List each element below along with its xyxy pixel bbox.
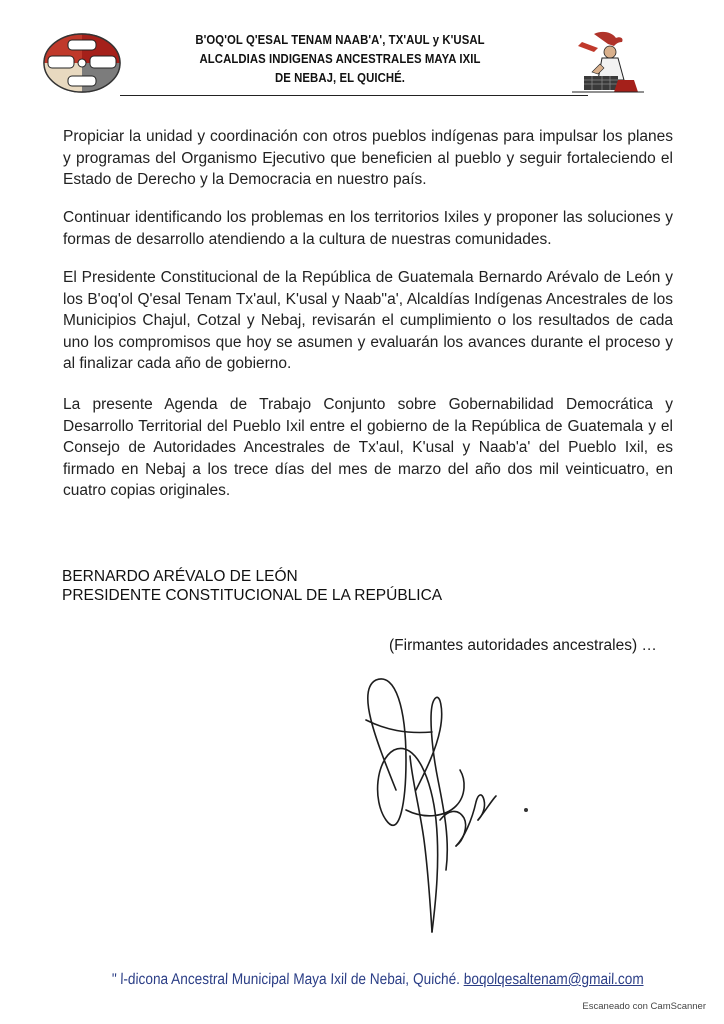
footer-email-link[interactable]: boqolqesaltenam@gmail.com bbox=[463, 971, 644, 988]
signatory-name: BERNARDO ARÉVALO DE LEÓN bbox=[62, 568, 298, 585]
signatory-block bbox=[62, 567, 662, 605]
handwritten-signature-icon bbox=[336, 670, 536, 940]
quadrant-seal-logo-icon bbox=[42, 32, 122, 94]
camscanner-watermark: Escaneado con CamScanner bbox=[582, 1001, 706, 1012]
paragraph-firma-agenda: La presente Agenda de Trabajo Conjunto sobre Gobernabilidad Democrática y Desarrollo Territorial del Pueblo Ixil entre el gobierno de la República de Guatemala y el Consejo de Autoridades Ancestrales de Tx'aul, K'usal y Naab'a' del Pueblo Ixil, es firmado en Nebaj a los trece días del mes de marzo del año dos mil veinticuatro, en cuatro copias originales. bbox=[63, 396, 673, 500]
paragraph-identificar-problemas: Continuar identificando los problemas en los territorios Ixiles y proponer las soluciones y formas de desarrollo atendiendo a la cultura de nuestras comunidades. bbox=[63, 209, 673, 248]
letterhead-line-3: DE NEBAJ, EL QUICHÉ. bbox=[274, 70, 406, 85]
letterhead-title bbox=[168, 30, 512, 87]
footer-contact bbox=[111, 971, 644, 989]
paragraph-unidad-coordinacion: Propiciar la unidad y coordinación con otros pueblos indígenas para impulsar los planes y programas del Organismo Ejecutivo que beneficien al pueblo y seguir fortaleciendo el Estado de Derecho y la Democracia en nuestro país. bbox=[63, 128, 673, 189]
letterhead-line-2: ALCALDIAS INDIGENAS ANCESTRALES MAYA IXIL bbox=[199, 51, 481, 66]
footer-address: " l-dicona Ancestral Municipal Maya Ixil de Nebai, Quiché. bbox=[111, 971, 465, 988]
paragraph-revision-cumplimiento: El Presidente Constitucional de la República de Guatemala Bernardo Arévalo de León y los B'oq'ol Q'esal Tenam Tx'aul, K'usal y Naab''a', Alcaldías Indígenas Ancestrales de los Municipios Chajul, Cotzal y Nebaj, revisarán el cumplimiento o los resultados de cada uno los compromisos que hoy se asumen y evaluarán los avances durante el proceso y al finalizar cada año de gobierno. bbox=[63, 269, 673, 373]
signatory-title: PRESIDENTE CONSTITUCIONAL DE LA REPÚBLICA bbox=[62, 587, 443, 604]
letterhead-line-1: B'OQ'OL Q'ESAL TENAM NAAB'A', TX'AUL y K'USAL bbox=[195, 32, 485, 47]
ixil-figure-emblem-icon bbox=[564, 28, 648, 98]
letterhead-divider bbox=[120, 95, 588, 96]
signature-dot bbox=[524, 808, 528, 812]
signers-note: (Firmantes autoridades ancestrales) … bbox=[389, 637, 657, 654]
